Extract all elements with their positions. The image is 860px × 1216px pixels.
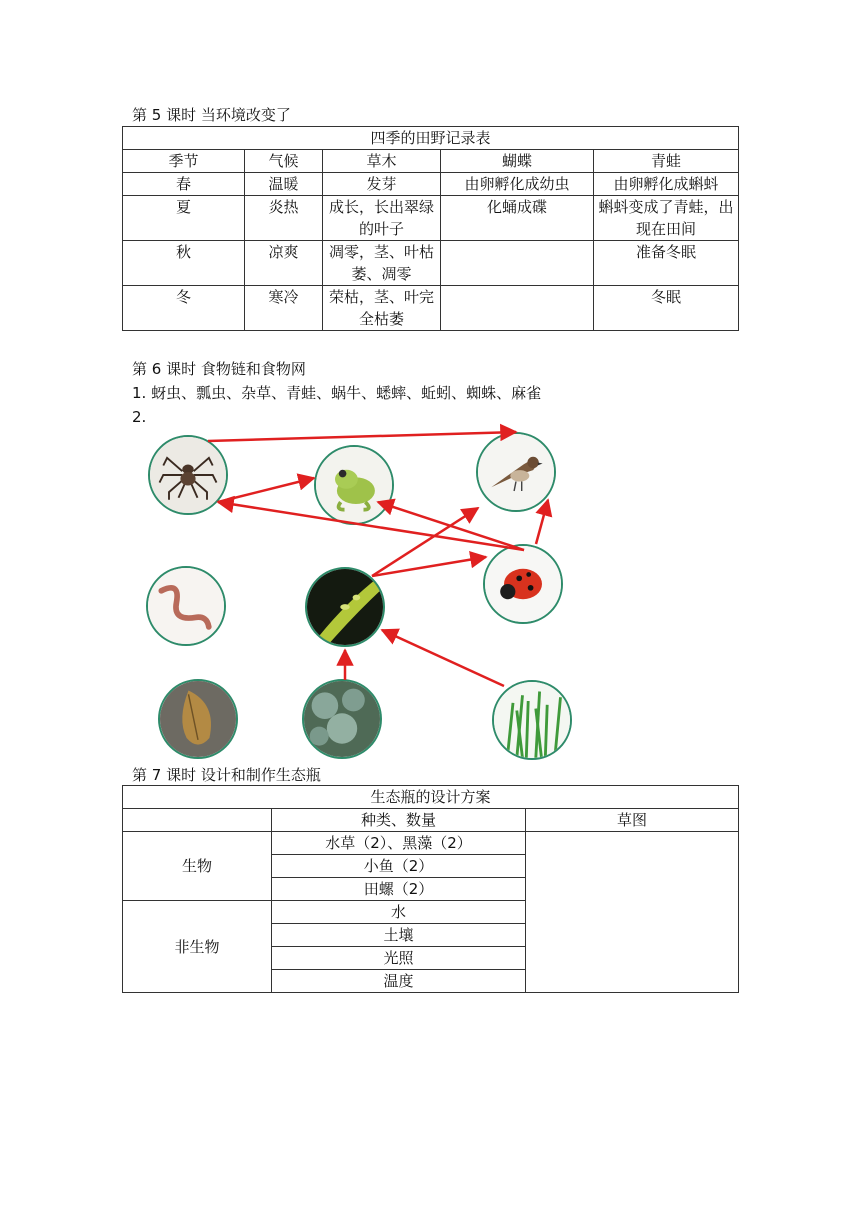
cell: 准备冬眠 xyxy=(594,241,739,286)
cell: 水草（2）、黑藻（2） xyxy=(272,832,526,855)
cell: 冬眠 xyxy=(594,286,739,331)
cell: 夏 xyxy=(123,196,245,241)
group-label: 生物 xyxy=(123,832,272,901)
spider-icon xyxy=(148,435,228,515)
cell: 土壤 xyxy=(272,924,526,947)
table-title: 生态瓶的设计方案 xyxy=(123,786,739,809)
cell: 田螺（2） xyxy=(272,878,526,901)
arrow-spider-to-sparrow xyxy=(208,432,516,441)
cell: 凉爽 xyxy=(245,241,323,286)
weeds-icon xyxy=(302,679,382,759)
cell: 由卵孵化成蝌蚪 xyxy=(594,173,739,196)
field-record-table xyxy=(122,126,739,331)
lesson6-heading: 第 6 课时 食物链和食物网 xyxy=(132,360,306,378)
table-header-row xyxy=(123,150,739,173)
aphid-icon xyxy=(305,567,385,647)
ecobottle-design-table xyxy=(122,785,739,993)
cell: 凋零，茎、叶枯萎、凋零 xyxy=(323,241,441,286)
cell: 炎热 xyxy=(245,196,323,241)
arrow-aphid-to-ladybug xyxy=(372,557,486,576)
cell: 发芽 xyxy=(323,173,441,196)
table-row xyxy=(123,196,739,241)
sketch-cell xyxy=(526,832,739,993)
organism-list: 1. 蚜虫、瓢虫、杂草、青蛙、蜗牛、蟋蟀、蚯蚓、蜘蛛、麻雀 xyxy=(132,384,542,402)
arrow-grass-to-aphid xyxy=(382,630,504,686)
cell: 小鱼（2） xyxy=(272,855,526,878)
cell: 春 xyxy=(123,173,245,196)
table-row xyxy=(123,286,739,331)
arrow-aphid-to-sparrow xyxy=(372,508,478,576)
cell: 秋 xyxy=(123,241,245,286)
header-cell: 草图 xyxy=(526,809,739,832)
header-cell: 种类、数量 xyxy=(272,809,526,832)
cell: 蝌蚪变成了青蛙，出现在田间 xyxy=(594,196,739,241)
header-cell: 草木 xyxy=(323,150,441,173)
group-label: 非生物 xyxy=(123,901,272,993)
sparrow-icon xyxy=(476,432,556,512)
cell: 冬 xyxy=(123,286,245,331)
grass-icon xyxy=(492,680,572,760)
header-cell: 气候 xyxy=(245,150,323,173)
table-row xyxy=(123,832,739,855)
cell: 水 xyxy=(272,901,526,924)
table-row xyxy=(123,241,739,286)
cell: 光照 xyxy=(272,947,526,970)
header-cell: 蝴蝶 xyxy=(441,150,594,173)
cell: 化蛹成碟 xyxy=(441,196,594,241)
frog-icon xyxy=(314,445,394,525)
header-cell: 青蛙 xyxy=(594,150,739,173)
cell: 温度 xyxy=(272,970,526,993)
dead-leaf-icon xyxy=(158,679,238,759)
table-row xyxy=(123,173,739,196)
arrow-spider-to-frog xyxy=(218,478,314,502)
cell xyxy=(441,286,594,331)
table-title: 四季的田野记录表 xyxy=(123,127,739,150)
header-cell: 季节 xyxy=(123,150,245,173)
cell: 荣枯，茎、叶完全枯萎 xyxy=(323,286,441,331)
cell: 寒冷 xyxy=(245,286,323,331)
item-2-label: 2. xyxy=(132,408,147,426)
ladybug-icon xyxy=(483,544,563,624)
cell: 温暖 xyxy=(245,173,323,196)
header-cell-empty xyxy=(123,809,272,832)
table-header-row xyxy=(123,809,739,832)
cell xyxy=(441,241,594,286)
cell: 成长，长出翠绿的叶子 xyxy=(323,196,441,241)
earthworm-icon xyxy=(146,566,226,646)
lesson5-heading: 第 5 课时 当环境改变了 xyxy=(132,106,291,124)
lesson7-heading: 第 7 课时 设计和制作生态瓶 xyxy=(132,766,321,784)
arrow-ladybug-to-sparrow xyxy=(536,500,548,544)
cell: 由卵孵化成幼虫 xyxy=(441,173,594,196)
